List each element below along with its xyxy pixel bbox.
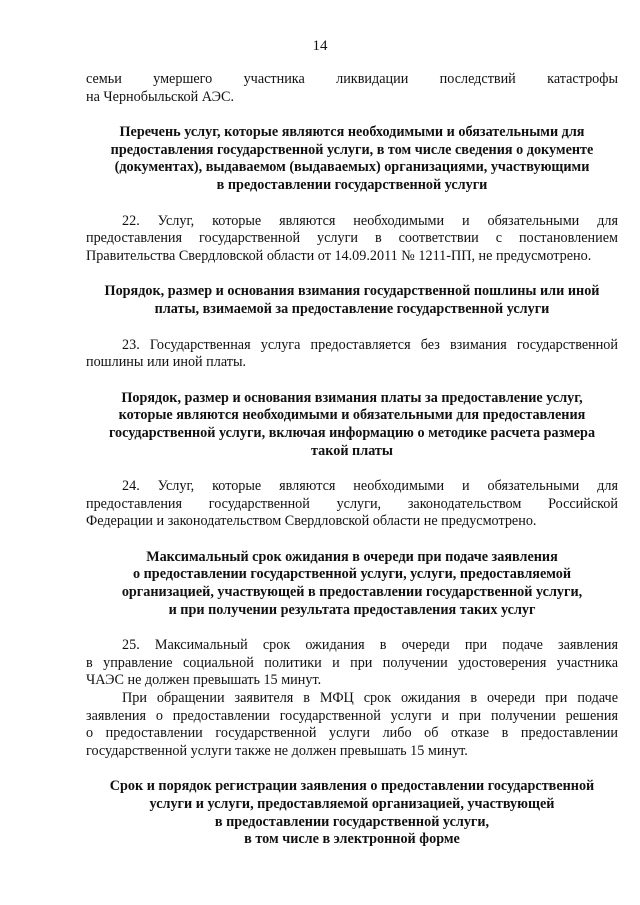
text-line: ЧАЭС не должен превышать 15 минут. <box>86 672 322 689</box>
text-line: заявления о предоставлении государственной услуги и при получении решения <box>86 707 618 724</box>
text-line: в управление социальной политики и при получении удостоверения участника <box>86 654 618 671</box>
text-line: пошлины или иной платы. <box>86 354 247 371</box>
text-line: 22. Услуг, которые являются необходимыми и обязательными для <box>122 212 618 229</box>
heading-line: которые являются необходимыми и обязательными для предоставления <box>118 407 586 424</box>
text-line: семьи умершего участника ликвидации последствий катастрофы <box>86 71 618 87</box>
text-line: предоставления государственной услуги, законодательством Российской <box>86 495 618 512</box>
text-line: При обращении заявителя в МФЦ срок ожидания в очереди при подаче <box>122 690 618 707</box>
heading-line: организацией, участвующей в предоставлении государственной услуги, <box>121 584 583 601</box>
text-line: 25. Максимальный срок ожидания в очереди при подаче заявления <box>122 637 618 654</box>
text-line: предоставления государственной услуги в соответствии с постановлением <box>86 230 618 247</box>
section-heading <box>86 283 618 318</box>
paragraph-22 <box>86 213 618 266</box>
heading-line: Порядок, размер и основания взимания государственной пошлины или иной <box>104 283 600 300</box>
heading-line: о предоставлении государственной услуги, услуги, предоставляемой <box>132 566 572 583</box>
text-line: Правительства Свердловской области от 14.09.2011 № 1211-ПП, не предусмотрено. <box>86 247 592 264</box>
text-line: Федерации и законодательством Свердловской области не предусмотрено. <box>86 513 537 530</box>
section-heading <box>86 549 618 619</box>
heading-line: в том числе в электронной форме <box>244 831 460 848</box>
paragraph-25-mfc <box>86 690 618 760</box>
heading-line: платы, взимаемой за предоставление государственной услуги <box>154 300 550 317</box>
heading-line: в предоставлении государственной услуги, <box>214 813 490 830</box>
heading-line: Максимальный срок ожидания в очереди при подаче заявления <box>146 548 558 565</box>
section-heading <box>86 124 618 194</box>
heading-line: услуги и услуги, предоставляемой организацией, участвующей <box>149 796 555 812</box>
section-heading <box>86 390 618 460</box>
paragraph-24 <box>86 478 618 531</box>
heading-line: такой платы <box>311 442 393 459</box>
text-line: на Чернобыльской АЭС. <box>86 88 235 105</box>
text-line: государственной услуги также не должен превышать 15 минут. <box>86 742 468 759</box>
paragraph-25 <box>86 637 618 690</box>
heading-line: в предоставлении государственной услуги <box>216 176 488 193</box>
text-line: о предоставлении государственной услуги либо об отказе в предоставлении <box>86 725 618 742</box>
heading-line: (документах), выдаваемом (выдаваемых) организациями, участвующими <box>114 159 590 176</box>
heading-line: Срок и порядок регистрации заявления о предоставлении государственной <box>109 778 595 795</box>
paragraph-23 <box>86 337 618 372</box>
heading-line: Перечень услуг, которые являются необходимыми и обязательными для <box>119 124 585 141</box>
heading-line: государственной услуги, включая информацию о методике расчета размера <box>108 424 596 441</box>
section-heading <box>86 778 618 848</box>
page-content <box>86 71 618 849</box>
text-line: 23. Государственная услуга предоставляется без взимания государственной <box>122 336 618 353</box>
heading-line: предоставления государственной услуги, в том числе сведения о документе <box>110 141 594 158</box>
heading-line: Порядок, размер и основания взимания платы за предоставление услуг, <box>121 389 583 406</box>
heading-line: и при получении результата предоставления таких услуг <box>168 601 536 618</box>
page-number: 14 <box>312 38 328 54</box>
intro-paragraph <box>86 71 618 106</box>
text-line: 24. Услуг, которые являются необходимыми и обязательными для <box>122 478 618 495</box>
